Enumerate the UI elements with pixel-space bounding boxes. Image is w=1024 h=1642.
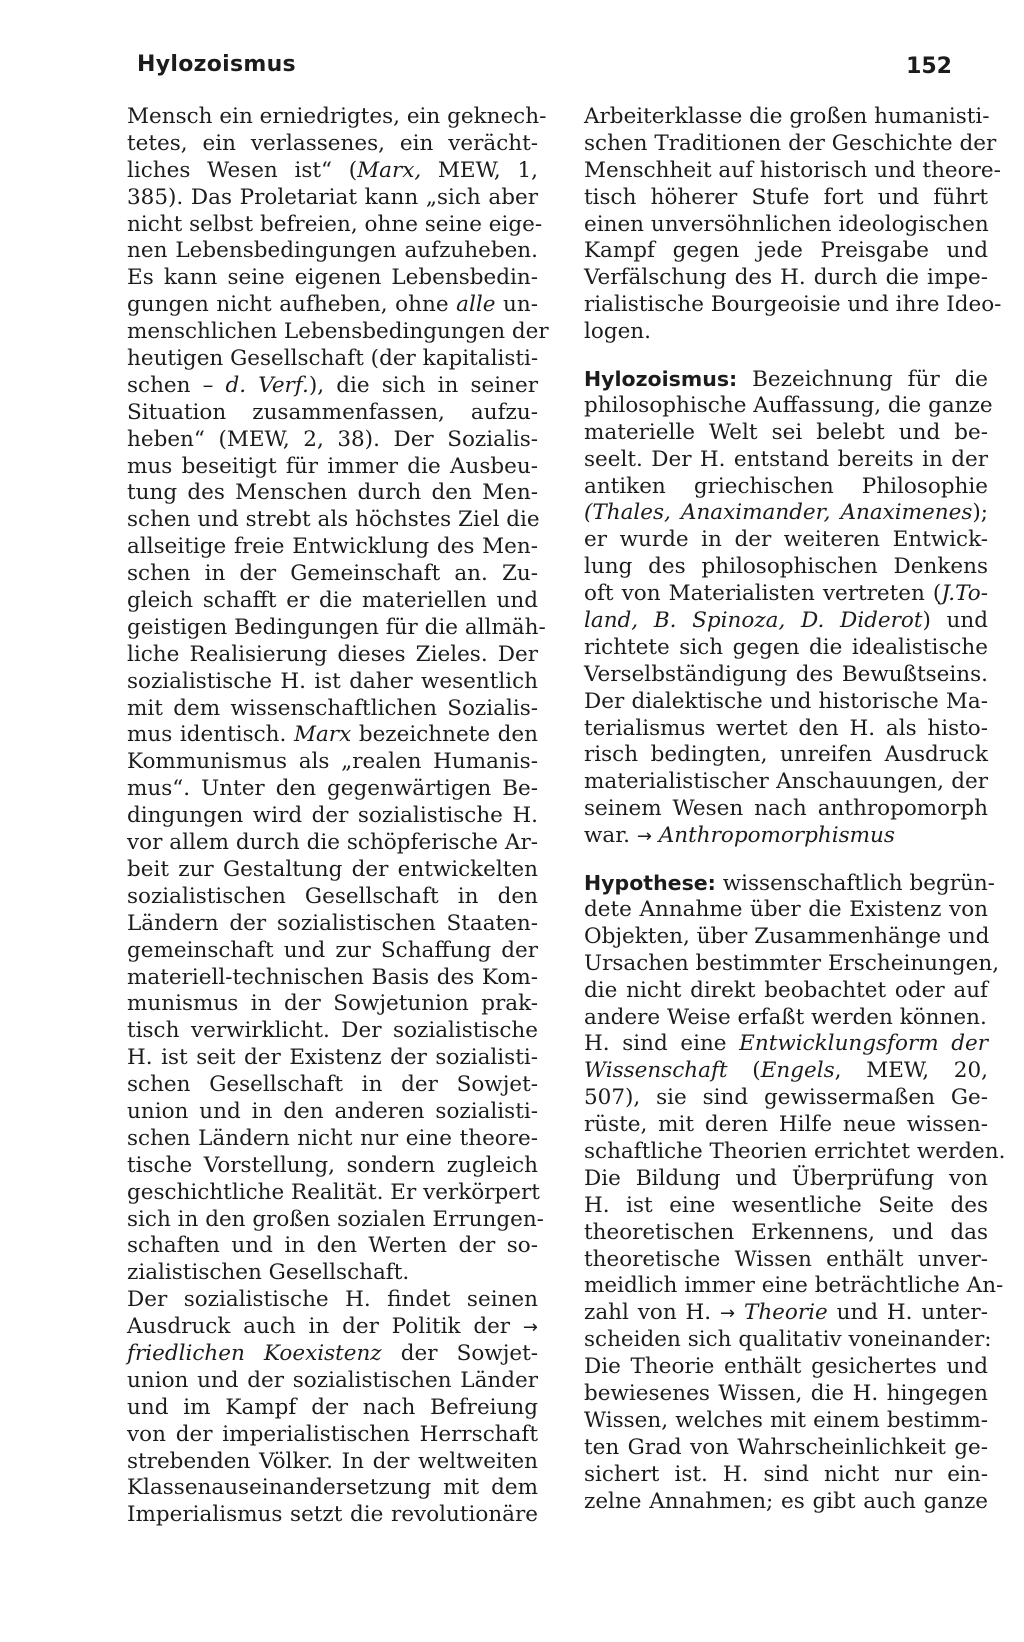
text-segment: antiken griechischen Philosophie [584,473,988,499]
text-segment: schen Gesellschaft in der Sowjet- [127,1072,538,1098]
text-line [584,447,988,474]
text-line [127,938,538,965]
text-segment: gemeinschaft und zur Schaffung der [127,937,538,963]
text-segment: Die Bildung und Überprüfung von [584,1165,988,1191]
text-segment: H. sind eine [584,1031,740,1057]
text-segment: Verselbständigung des Bewußtseins. [584,661,988,687]
text-segment: Verfälschung des H. durch die impe- [584,265,988,291]
text-segment: tung des Menschen durch den Men- [127,480,538,506]
text-segment: materialistischer Anschauungen, der [584,769,988,795]
text-segment: heutigen Gesellschaft (der kapitalisti- [127,346,539,372]
text-segment: materielle Welt sei belebt und be- [584,419,988,445]
text-segment: schaften und in den Werten der so- [127,1233,538,1259]
text-line [584,769,988,796]
text-segment: mus“. Unter den gegenwärtigen Be- [127,776,538,802]
text-segment: rüste, mit deren Hilfe neue wissen- [584,1112,988,1138]
text-segment: theoretische Wissen enthält unver- [584,1246,988,1272]
text-segment: dete Annahme über die Existenz von [584,896,988,922]
text-line [584,870,995,897]
text-line [584,635,988,662]
text-segment: dingungen wird der sozialistische H. [127,803,538,829]
text-line [584,1031,988,1058]
text-segment: wissenschaftlich begrün- [715,871,995,897]
text-segment: Klassenauseinandersetzung mit dem [127,1475,538,1501]
text-line [127,588,538,615]
text-segment: die nicht direkt beobachtet oder auf [584,977,988,1003]
text-segment: zahl von H. [584,1300,721,1326]
text-segment: Thales, Anaximander, Anaximenes [592,500,973,526]
text-line [127,1287,538,1314]
text-segment [735,1300,744,1325]
text-segment: friedlichen Koexistenz [127,1340,382,1366]
text-line [584,924,988,951]
text-segment: Situation zusammenfassen, aufzu- [127,399,538,425]
text-segment: tische Vorstellung, sondern zugleich [127,1152,538,1178]
text-line [584,1058,988,1085]
text-line [584,978,988,1005]
text-segment: sichert ist. H. sind nicht nur ein- [584,1461,988,1487]
text-segment: zelne Annahmen; es gibt auch ganze [584,1488,988,1514]
text-segment: logen. [584,319,651,345]
text-segment: strebenden Völker. In der weltweiten [127,1448,538,1474]
text-segment: H. ist eine wesentliche Seite des [584,1192,988,1218]
text-line [127,884,538,911]
text-segment: ), die sich in seiner [308,372,538,398]
text-line [584,897,988,924]
text-line [127,614,546,642]
page-number: 152 [906,54,952,79]
text-line [584,1085,988,1112]
text-segment: zialistischen Gesellschaft. [127,1260,410,1286]
text-line [127,238,538,265]
text-line [127,211,543,239]
text-line [584,608,988,635]
text-line [127,1341,538,1368]
text-line [127,346,538,373]
text-segment: alle [456,292,496,318]
text-segment: Die Theorie enthält gesichertes und [584,1354,988,1380]
text-line [584,1247,988,1274]
text-segment: heben“ (MEW, 2, 38). Der Sozialis- [127,426,538,452]
headword: Hypothese: [584,871,716,896]
text-line [584,212,988,239]
entry-separator [584,346,988,366]
text-segment: Arbeiterklasse die großen humanisti- [584,104,990,129]
running-head: Hylozoismus [137,52,296,77]
text-segment: Engels [760,1058,835,1084]
text-line [584,1005,988,1032]
text-segment: H. ist seit der Existenz der sozialisti- [127,1045,538,1071]
text-line [584,1193,988,1220]
text-segment: Theorie [743,1300,828,1326]
text-line [584,527,988,554]
text-segment: schaftliche Theorien errichtet werden. [584,1138,1006,1164]
text-segment: Wissen, welches mit einem bestimm- [584,1407,988,1433]
text-segment: menschlichen Lebensbedingungen der [127,319,549,345]
text-line [584,265,988,292]
text-line [584,157,1001,185]
text-segment: Imperialismus setzt die revolutionäre [127,1502,538,1528]
text-line [584,1408,988,1435]
text-segment: materiell-technischen Basis des Kom- [127,964,538,990]
headword: Hylozoismus: [584,367,738,392]
text-segment: terialismus wertet den H. als histo- [584,715,988,741]
text-line [127,911,538,938]
text-line [584,319,988,346]
text-line [584,742,988,769]
text-segment: allseitige freie Entwicklung des Men- [127,534,538,560]
text-segment: Entwicklungsform der [739,1031,989,1057]
text-line [127,642,538,669]
text-segment: war. [584,823,637,849]
text-line [584,581,988,608]
text-segment: Der dialektische und historische Ma- [584,688,988,714]
text-segment: 507), sie sind gewissermaßen Ge- [584,1085,988,1111]
text-segment: bezeichnete den [351,722,538,748]
text-line [127,185,538,212]
text-segment: Es kann seine eigenen Lebensbedin- [127,265,538,291]
right-column [584,104,1006,1515]
text-segment: J.To- [941,581,988,607]
text-segment: sozialistischen Gesellschaft in den [127,883,538,909]
text-segment: vor allem durch die schöpferische Ar- [127,830,538,856]
text-line [127,1314,538,1341]
text-segment: schen Traditionen der Geschichte der [584,130,997,156]
text-line [584,716,988,743]
text-segment: lung des philosophischen Denkens [584,554,988,580]
text-segment: seelt. Der H. entstand bereits in der [584,446,988,472]
text-segment: schen – [127,372,226,398]
text-segment: theoretischen Erkennens, und das [584,1219,988,1245]
text-line [584,238,988,265]
text-line [584,474,988,501]
text-segment: Kampf gegen jede Preisgabe und [584,238,988,264]
text-segment: richtete sich gegen die idealistische [584,634,988,660]
text-line [584,1354,988,1381]
text-line [584,1381,988,1408]
text-line [127,722,538,749]
text-segment: oft von Materialisten vertreten ( [584,581,942,607]
text-segment: tetes, ein verlassenes, ein verächt- [127,130,538,156]
cross-reference-arrow-icon: → [720,1303,736,1325]
text-line [127,776,538,803]
text-segment: geistigen Bedingungen für die allmäh- [127,614,546,640]
text-line [584,554,988,581]
text-segment: mus identisch. [127,722,294,748]
text-line [584,500,988,527]
text-line [127,292,538,319]
text-line [584,1435,988,1462]
entry-separator [584,850,988,870]
text-line [127,1502,538,1529]
page-header [137,52,952,84]
text-line [127,696,538,723]
text-line [584,662,988,689]
text-line [584,796,988,823]
text-line [127,1422,538,1449]
text-segment: liche Realisierung dieses Zieles. Der [127,641,538,667]
text-line [584,1138,1006,1166]
text-segment: Marx [293,722,352,748]
text-line [584,104,988,131]
text-line [127,803,538,830]
text-segment: gleich schafft er die materiellen und [127,588,538,614]
text-segment: land, B. Spinoza, D. Diderot [584,608,923,634]
text-line [584,1220,988,1247]
text-segment: philosophische Auffassung, die ganze [584,392,993,418]
text-segment: ten Grad von Wahrscheinlichkeit ge- [584,1434,988,1460]
text-segment: er wurde in der weiteren Entwick- [584,527,988,553]
text-line [127,1099,538,1126]
text-line [127,749,538,776]
text-line [584,420,988,447]
text-line [584,392,993,420]
text-line [127,104,547,131]
text-line [127,480,538,507]
text-segment [652,823,659,848]
text-line [584,130,997,158]
text-segment: von der imperialistischen Herrschaft [127,1421,538,1447]
text-segment: Ausdruck auch in der Politik der [127,1314,523,1340]
text-segment: andere Weise erfaßt werden können. [584,1004,987,1030]
text-line [127,265,538,292]
text-segment: nen Lebensbedingungen aufzuheben. [127,238,538,264]
text-line [127,1045,538,1072]
text-segment: d. Verf. [225,372,309,398]
text-line [584,185,988,212]
text-segment: sozialistische H. ist daher wesentlich [127,668,538,694]
text-line [127,1368,538,1395]
text-line [127,830,538,857]
text-line [584,366,988,393]
text-segment: , MEW, 20, [834,1058,988,1084]
text-segment: un- [495,292,538,318]
text-segment: Objekten, über Zusammenhänge und [584,923,990,949]
text-segment: Der sozialistische H. findet seinen [127,1287,538,1313]
cross-reference-arrow-icon: → [636,826,652,848]
text-line [127,454,538,481]
text-line [127,1153,538,1180]
text-line [127,1126,538,1153]
text-line [127,534,538,561]
text-segment: tisch höherer Stufe fort und führt [584,184,988,210]
text-segment: rialistische Bourgeoisie und ihre Ideo- [584,292,1002,318]
text-line [127,561,538,588]
text-line [127,427,538,454]
text-line [127,373,538,400]
text-segment: tisch verwirklicht. Der sozialistische [127,1018,538,1044]
text-segment: Ländern der sozialistischen Staaten- [127,910,538,936]
text-line [584,1489,988,1516]
text-line [127,857,538,884]
text-segment: mus beseitigt für immer die Ausbeu- [127,453,538,479]
text-segment: Kommunismus als „realen Humanis- [127,749,538,775]
text-segment: Bezeichnung für die [737,367,988,393]
text-line [127,1206,544,1234]
text-segment: beit zur Gestaltung der entwickelten [127,856,538,882]
text-segment: meidlich immer eine beträchtliche An- [584,1273,1004,1299]
text-segment: ( [584,500,593,526]
text-line [584,292,1002,319]
text-segment: geschichtliche Realität. Er verkörpert [127,1179,540,1205]
text-segment: und im Kampf der nach Befreiung [127,1394,538,1420]
text-segment: 385). Das Proletariat kann „sich aber [127,184,538,210]
text-line [584,689,988,716]
text-line [127,1475,538,1502]
text-segment: mit dem wissenschaftlichen Sozialis- [127,695,538,721]
text-line [127,400,538,427]
text-line [127,1072,538,1099]
text-segment: Menschheit auf historisch und theore- [584,157,1001,183]
text-line [127,1233,538,1260]
text-segment: schen und strebt als höchstes Ziel die [127,507,540,533]
text-segment: Ursachen bestimmter Erscheinungen, [584,950,1000,976]
text-segment: bewiesenes Wissen, die H. hingegen [584,1380,988,1406]
text-line [127,131,538,158]
text-segment: seinem Wesen nach anthropomorph [584,796,988,822]
text-segment: ( [727,1058,761,1084]
text-line [584,1273,1004,1300]
text-line [127,1018,538,1045]
text-line [127,965,538,992]
text-segment: liches Wesen ist“ ( [127,157,358,183]
text-line [584,823,988,850]
text-segment: munismus in der Sowjetunion prak- [127,991,538,1017]
text-line [584,1327,992,1354]
text-segment: sich in den großen sozialen Errungen- [127,1206,544,1232]
cross-reference-arrow-icon: → [522,1317,538,1339]
text-segment: nicht selbst befreien, ohne seine eige- [127,211,543,237]
text-segment: Wissenschaft [584,1058,728,1084]
text-line [584,1300,988,1327]
text-line [127,1449,538,1476]
text-segment: ) und [922,608,988,634]
text-segment: der Sowjet- [381,1340,538,1366]
text-line [127,1180,538,1207]
text-line [127,319,549,346]
text-segment: scheiden sich qualitativ voneinander: [584,1327,992,1353]
text-line [584,950,1000,978]
text-segment: Mensch ein erniedrigtes, ein geknech- [127,104,547,129]
text-line [127,507,538,534]
text-line [127,1260,538,1287]
text-segment: Anthropomorphismus [658,823,895,849]
text-line [127,669,538,696]
text-segment: union und in den anderen sozialisti- [127,1098,538,1124]
text-segment: gungen nicht aufheben, ohne [127,292,457,318]
text-line [127,1395,538,1422]
text-segment: schen in der Gemeinschaft an. Zu- [127,561,538,587]
text-segment: schen Ländern nicht nur eine theore- [127,1125,538,1151]
text-segment: und H. unter- [827,1300,988,1326]
text-line [127,991,538,1018]
text-line [127,158,538,185]
text-line [584,1462,988,1489]
text-segment: MEW, 1, [421,157,538,183]
text-segment: ); [972,500,988,526]
text-line [584,1166,988,1193]
text-segment: einen unversöhnlichen ideologischen [584,211,989,237]
text-line [584,1112,988,1139]
text-segment: risch bedingten, unreifen Ausdruck [584,742,988,768]
left-column [127,104,549,1529]
text-segment: union und der sozialistischen Länder [127,1367,538,1393]
text-segment: Marx, [357,157,422,183]
